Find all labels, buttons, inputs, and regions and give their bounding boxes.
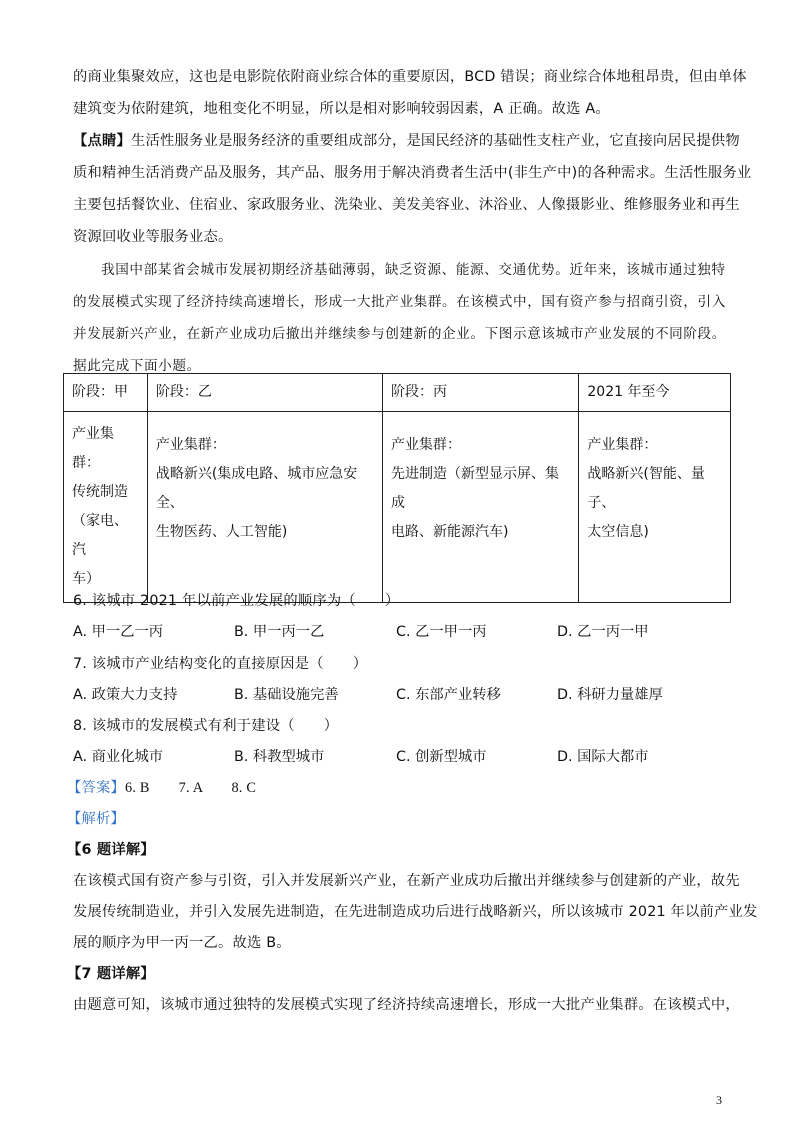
q7-option-c: C. 东部产业转移 [396,687,501,703]
cell-stage-bing [383,412,579,603]
q8-option-b: B. 科教型城市 [234,749,325,765]
material-line-2: 的发展模式实现了经济持续高速增长，形成一大批产业集群。在该模式中，国有资产参与招商引资，引入 [73,294,726,310]
detail-6-line-2: 发展传统制造业，并引入发展先进制造，在先进制造成功后进行战略新兴，所以该城市 2021 年以前产业发 [73,904,758,920]
answer-text: 6. B 7. A 8. C [125,780,257,796]
cell-2021-now [579,412,731,603]
detail-6-line-1: 在该模式国有资产参与引资，引入并发展新兴产业，在新产业成功后撤出并继续参与创建新的产业，故先 [73,873,740,889]
header-stage-jia: 阶段：甲 [64,374,148,412]
question-6-stem: 6. 该城市 2021 年以前产业发展的顺序为（ ） [73,593,400,609]
page-number: 3 [716,1093,722,1107]
intro-line-1: 的商业集聚效应，这也是电影院依附商业综合体的重要原因，BCD 错误；商业综合体地租昂贵，但由单体 [73,69,747,85]
cell-line: 车） [72,571,100,587]
header-stage-yi: 阶段：乙 [147,374,382,412]
cell-line: 先进制造（新型显示屏、集成 [391,466,560,511]
q8-option-a: A. 商业化城市 [73,749,164,765]
cell-line: 太空信息) [587,524,649,540]
cell-line: 电路、新能源汽车) [391,524,509,540]
dianjing-line-1 [73,130,740,150]
intro-line-2: 建筑变为依附建筑，地租变化不明显，所以是相对影响较弱因素，A 正确。故选 A。 [73,101,610,117]
detail-7-heading: 【7 题详解】 [67,966,155,982]
cell-line: 生物医药、人工智能) [155,524,288,540]
cell-line: （家电、汽 [72,513,128,558]
table-row [64,412,731,603]
cell-line: 战略新兴(集成电路、城市应急安全、 [155,466,358,511]
dianjing-text-1: 生活性服务业是服务经济的重要组成部分，是国民经济的基础性支柱产业，它直接向居民提供物 [131,133,740,149]
q6-option-c: C. 乙一甲一丙 [396,624,487,640]
industry-stage-table [63,373,731,603]
detail-6-line-3: 展的顺序为甲一丙一乙。故选 B。 [73,935,291,951]
table-header-row [64,374,731,412]
answer-tag: 【答案】 [67,780,125,796]
q6-option-d: D. 乙一丙一甲 [557,624,649,640]
cell-line: 产业集群： [155,437,226,453]
analysis-tag: 【解析】 [67,811,125,827]
q8-option-c: C. 创新型城市 [396,749,487,765]
material-line-4: 据此完成下面小题。 [73,358,201,374]
cell-line: 传统制造 [72,484,128,500]
dianjing-line-2: 质和精神生活消费产品及服务，其产品、服务用于解决消费者生活中(非生产中)的各种需求。生活性服务业 [73,165,752,181]
material-line-3: 并发展新兴产业，在新产业成功后撤出并继续参与创建新的企业。下图示意该城市产业发展的不同阶段。 [73,326,726,342]
q7-option-d: D. 科研力量雄厚 [557,687,663,703]
cell-stage-jia [64,412,148,603]
detail-6-heading: 【6 题详解】 [67,842,155,858]
material-line-1: 我国中部某省会城市发展初期经济基础薄弱，缺乏资源、能源、交通优势。近年来，该城市通过独特 [101,262,726,278]
question-8-stem: 8. 该城市的发展模式有利于建设（ ） [73,718,339,734]
q7-option-a: A. 政策大力支持 [73,687,178,703]
q6-option-b: B. 甲一丙一乙 [234,624,325,640]
cell-stage-yi [147,412,382,603]
cell-line: 产业集群： [72,426,114,471]
cell-line: 战略新兴(智能、量子、 [587,466,705,511]
q8-option-d: D. 国际大都市 [557,749,649,765]
dianjing-line-3: 主要包括餐饮业、住宿业、家政服务业、洗染业、美发美容业、沐浴业、人像摄影业、维修服务业和再生 [73,197,740,213]
header-stage-bing: 阶段：丙 [383,374,579,412]
cell-line: 产业集群： [391,437,462,453]
cell-line: 产业集群： [587,437,658,453]
q7-option-b: B. 基础设施完善 [234,687,339,703]
question-7-stem: 7. 该城市产业结构变化的直接原因是（ ） [73,656,368,672]
dianjing-line-4: 资源回收业等服务业态。 [73,229,233,245]
q6-option-a: A. 甲一乙一丙 [73,624,164,640]
detail-7-line-1: 由题意可知，该城市通过独特的发展模式实现了经济持续高速增长，形成一大批产业集群。在该模式中， [73,997,740,1013]
header-2021-now: 2021 年至今 [579,374,731,412]
answer-line [67,777,256,797]
dianjing-tag: 【点睛】 [73,133,131,149]
